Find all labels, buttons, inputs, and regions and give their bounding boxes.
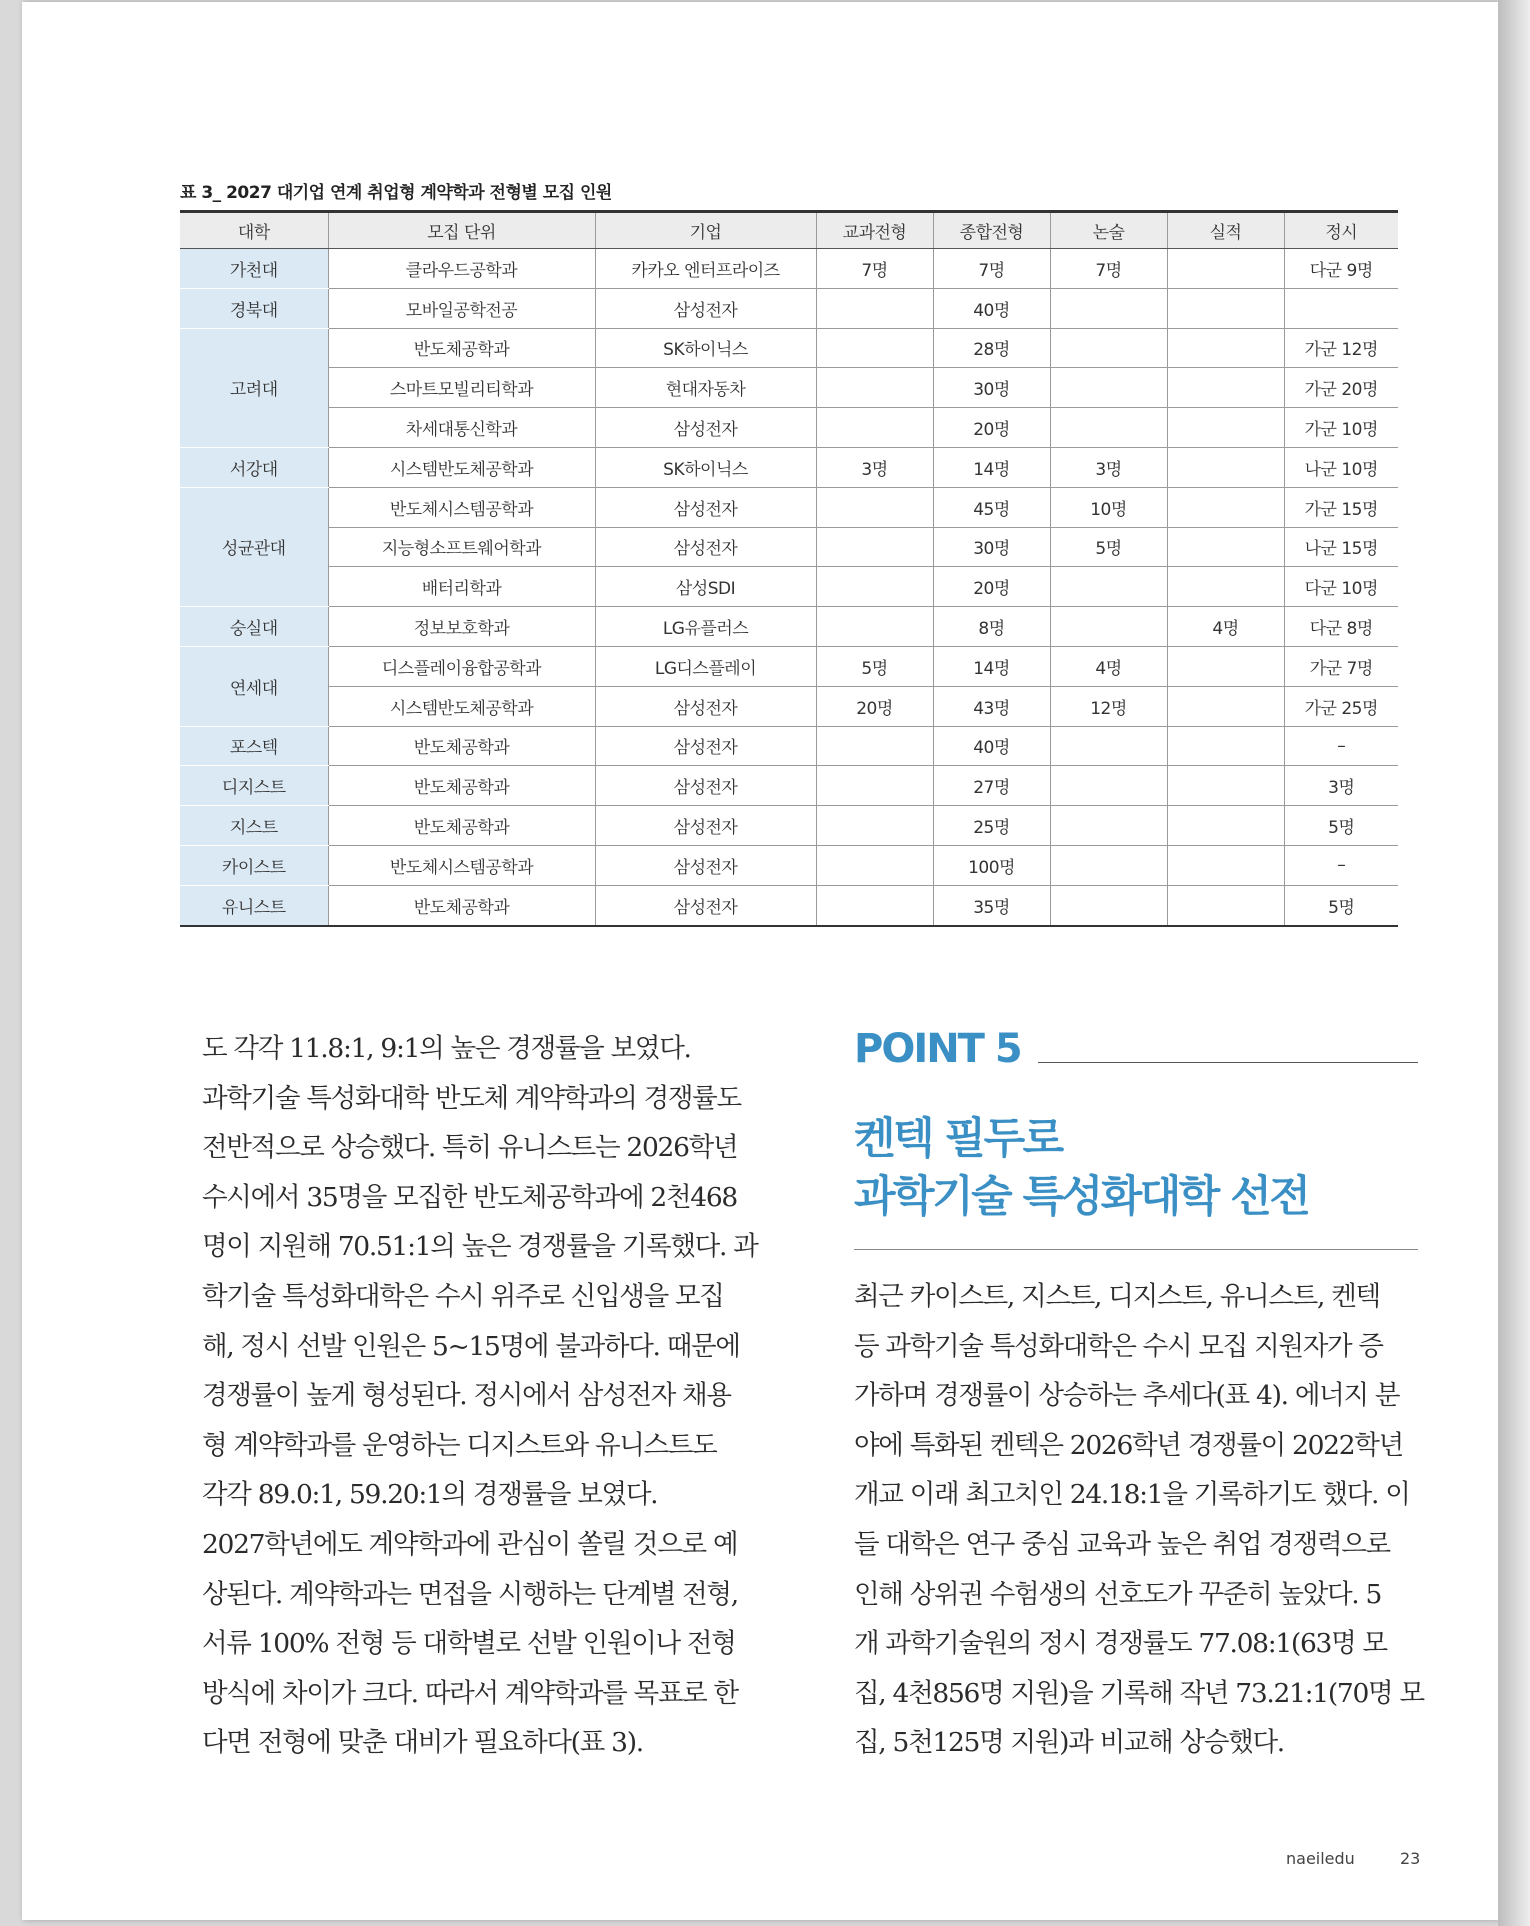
table-cell: 삼성전자: [595, 726, 816, 766]
text-line: 2027학년에도 계약학과에 관심이 쏠릴 것으로 예: [202, 1528, 738, 1560]
table-cell: 반도체공학과: [328, 726, 595, 766]
table-cell: 20명: [933, 567, 1050, 607]
table-row: [180, 766, 1398, 806]
table-cell: [1050, 607, 1167, 647]
table-cell: [1050, 567, 1167, 607]
table-cell: [816, 766, 933, 806]
table-cell: [1167, 845, 1284, 885]
university-cell: 유니스트: [180, 885, 328, 925]
section-heading: [854, 1110, 1308, 1226]
column-header: 모집 단위: [328, 212, 595, 249]
table-cell: 반도체공학과: [328, 766, 595, 806]
table-cell: 삼성전자: [595, 487, 816, 527]
text-line: 도 각각 11.8:1, 9:1의 높은 경쟁률을 보였다.: [202, 1033, 691, 1064]
table-row: [180, 607, 1398, 647]
table-row: [180, 487, 1398, 527]
table-cell: 다군 9명: [1284, 249, 1398, 289]
table-row: [180, 845, 1398, 885]
table-row: [180, 686, 1398, 726]
university-cell: 포스텍: [180, 726, 328, 766]
table-cell: 삼성전자: [595, 885, 816, 925]
table-cell: 5명: [1050, 527, 1167, 567]
text-line: 수시에서 35명을 모집한 반도체공학과에 2천468: [202, 1181, 737, 1213]
table-cell: 가군 15명: [1284, 487, 1398, 527]
column-header: 정시: [1284, 212, 1398, 249]
text-line: 과학기술 특성화대학 반도체 계약학과의 경쟁률도: [202, 1082, 741, 1114]
table-row: [180, 885, 1398, 925]
table-cell: 4명: [1050, 646, 1167, 686]
table-cell: –: [1284, 726, 1398, 766]
table-cell: 43명: [933, 686, 1050, 726]
table-cell: 반도체공학과: [328, 328, 595, 368]
table-row: [180, 408, 1398, 448]
table-cell: [1167, 646, 1284, 686]
table-row: [180, 447, 1398, 487]
text-line: 야에 특화된 켄텍은 2026학년 경쟁률이 2022학년: [854, 1429, 1403, 1461]
table-cell: [1167, 368, 1284, 408]
magazine-page: [22, 2, 1498, 1920]
table-cell: 35명: [933, 885, 1050, 925]
heading-line: 켄텍 필두로: [854, 1114, 1062, 1164]
table-cell: 반도체공학과: [328, 885, 595, 925]
university-cell: 디지스트: [180, 766, 328, 806]
table-cell: [1050, 766, 1167, 806]
university-cell: 연세대: [180, 646, 328, 726]
column-header: 실적: [1167, 212, 1284, 249]
table-cell: 5명: [1284, 885, 1398, 925]
table-cell: 시스템반도체공학과: [328, 447, 595, 487]
table-cell: [816, 328, 933, 368]
table-cell: [1050, 328, 1167, 368]
table-cell: 다군 10명: [1284, 567, 1398, 607]
table-cell: 20명: [933, 408, 1050, 448]
table-cell: 삼성전자: [595, 845, 816, 885]
table-row: [180, 567, 1398, 607]
right-column-text: [854, 1272, 1424, 1768]
column-header: 종합전형: [933, 212, 1050, 249]
table-cell: [816, 408, 933, 448]
point-divider: [1038, 1062, 1418, 1063]
table-cell: 정보보호학과: [328, 607, 595, 647]
table-cell: 나군 10명: [1284, 447, 1398, 487]
text-line: 개교 이래 최고치인 24.18:1을 기록하기도 했다. 이: [854, 1479, 1410, 1511]
text-line: 등 과학기술 특성화대학은 수시 모집 지원자가 증: [854, 1330, 1383, 1362]
page-number: 23: [1400, 1849, 1421, 1868]
table-cell: 25명: [933, 806, 1050, 846]
table-cell: [1167, 447, 1284, 487]
table-row: [180, 328, 1398, 368]
table-cell: [1167, 249, 1284, 289]
table-cell: 삼성전자: [595, 408, 816, 448]
table-cell: [1050, 288, 1167, 328]
table-cell: 차세대통신학과: [328, 408, 595, 448]
table-header-row: [180, 212, 1398, 249]
table-cell: 삼성전자: [595, 686, 816, 726]
table-cell: [1167, 806, 1284, 846]
table-cell: 14명: [933, 447, 1050, 487]
university-cell: 카이스트: [180, 845, 328, 885]
text-line: 방식에 차이가 크다. 따라서 계약학과를 목표로 한: [202, 1677, 738, 1709]
text-line: 전반적으로 상승했다. 특히 유니스트는 2026학년: [202, 1132, 738, 1164]
text-line: 각각 89.0:1, 59.20:1의 경쟁률을 보였다.: [202, 1479, 658, 1511]
table-cell: 4명: [1167, 607, 1284, 647]
table-cell: [1050, 408, 1167, 448]
table-cell: 반도체공학과: [328, 806, 595, 846]
table-cell: [816, 487, 933, 527]
column-header: 기업: [595, 212, 816, 249]
table-cell: [816, 845, 933, 885]
table-cell: [1050, 885, 1167, 925]
table-cell: 삼성전자: [595, 527, 816, 567]
table-cell: 27명: [933, 766, 1050, 806]
table-cell: [816, 368, 933, 408]
table-cell: 7명: [933, 249, 1050, 289]
table-cell: 12명: [1050, 686, 1167, 726]
table-cell: 가군 20명: [1284, 368, 1398, 408]
text-line: 가하며 경쟁률이 상승하는 추세다(표 4). 에너지 분: [854, 1380, 1400, 1412]
table-cell: 삼성SDI: [595, 567, 816, 607]
text-line: 서류 100% 전형 등 대학별로 선발 인원이나 전형: [202, 1628, 736, 1660]
university-cell: 가천대: [180, 249, 328, 289]
table-row: [180, 368, 1398, 408]
table-cell: [1050, 368, 1167, 408]
column-header: 논술: [1050, 212, 1167, 249]
text-line: 집, 4천856명 지원)을 기록해 작년 73.21:1(70명 모: [854, 1677, 1424, 1709]
table-cell: [816, 806, 933, 846]
table-cell: 30명: [933, 527, 1050, 567]
table-cell: 현대자동차: [595, 368, 816, 408]
table-row: [180, 806, 1398, 846]
table-cell: [1167, 766, 1284, 806]
left-column-text: [202, 1024, 767, 1768]
table-cell: SK하이닉스: [595, 447, 816, 487]
table-cell: 삼성전자: [595, 766, 816, 806]
table-cell: 클라우드공학과: [328, 249, 595, 289]
table-cell: 5명: [1284, 806, 1398, 846]
table-cell: LG유플러스: [595, 607, 816, 647]
table-cell: 시스템반도체공학과: [328, 686, 595, 726]
table-cell: SK하이닉스: [595, 328, 816, 368]
university-cell: 지스트: [180, 806, 328, 846]
table-cell: [1167, 328, 1284, 368]
text-line: 인해 상위권 수험생의 선호도가 꾸준히 높았다. 5: [854, 1578, 1382, 1610]
table-cell: 40명: [933, 726, 1050, 766]
table-cell: 3명: [1284, 766, 1398, 806]
table-cell: 모바일공학전공: [328, 288, 595, 328]
text-line: 명이 지원해 70.51:1의 높은 경쟁률을 기록했다. 과: [202, 1231, 758, 1263]
table-cell: 가군 25명: [1284, 686, 1398, 726]
table-cell: 28명: [933, 328, 1050, 368]
footer-site-name: naeiledu: [1286, 1849, 1355, 1868]
text-line: 개 과학기술원의 정시 경쟁률도 77.08:1(63명 모: [854, 1628, 1387, 1660]
table-cell: [1050, 845, 1167, 885]
table-cell: 스마트모빌리티학과: [328, 368, 595, 408]
table-cell: 반도체시스템공학과: [328, 845, 595, 885]
table-cell: 20명: [816, 686, 933, 726]
table-cell: 가군 12명: [1284, 328, 1398, 368]
table-row: [180, 646, 1398, 686]
table-cell: 40명: [933, 288, 1050, 328]
table-row: [180, 726, 1398, 766]
university-cell: 서강대: [180, 447, 328, 487]
table-cell: 7명: [1050, 249, 1167, 289]
table-cell: [816, 726, 933, 766]
university-cell: 고려대: [180, 328, 328, 447]
table-row: [180, 249, 1398, 289]
table-row: [180, 288, 1398, 328]
table-cell: 7명: [816, 249, 933, 289]
table-cell: 디스플레이융합공학과: [328, 646, 595, 686]
table-cell: LG디스플레이: [595, 646, 816, 686]
page-edge-shadow: [1498, 0, 1530, 1926]
table-cell: 가군 7명: [1284, 646, 1398, 686]
table-cell: [1050, 806, 1167, 846]
table-cell: 삼성전자: [595, 806, 816, 846]
table-cell: 다군 8명: [1284, 607, 1398, 647]
table-cell: 반도체시스템공학과: [328, 487, 595, 527]
text-line: 최근 카이스트, 지스트, 디지스트, 유니스트, 켄텍: [854, 1281, 1380, 1312]
university-cell: 경북대: [180, 288, 328, 328]
table-cell: 3명: [1050, 447, 1167, 487]
table-cell: [1167, 686, 1284, 726]
table-cell: 8명: [933, 607, 1050, 647]
column-header: 대학: [180, 212, 328, 249]
table-title: 표 3_ 2027 대기업 연계 취업형 계약학과 전형별 모집 인원: [180, 183, 612, 203]
table-cell: 3명: [816, 447, 933, 487]
table-cell: 카카오 엔터프라이즈: [595, 249, 816, 289]
text-line: 학기술 특성화대학은 수시 위주로 신입생을 모집: [202, 1280, 724, 1312]
point-label: POINT 5: [854, 1026, 1021, 1072]
table-cell: [816, 885, 933, 925]
table-cell: 삼성전자: [595, 288, 816, 328]
university-cell: 숭실대: [180, 607, 328, 647]
table-cell: [1050, 726, 1167, 766]
text-line: 상된다. 계약학과는 면접을 시행하는 단계별 전형,: [202, 1578, 738, 1610]
table-cell: [816, 288, 933, 328]
table-cell: 지능형소프트웨어학과: [328, 527, 595, 567]
text-line: 경쟁률이 높게 형성된다. 정시에서 삼성전자 채용: [202, 1380, 731, 1412]
table-cell: [1167, 487, 1284, 527]
text-line: 들 대학은 연구 중심 교육과 높은 취업 경쟁력으로: [854, 1528, 1390, 1560]
table-cell: 배터리학과: [328, 567, 595, 607]
table-cell: 45명: [933, 487, 1050, 527]
text-line: 해, 정시 선발 인원은 5~15명에 불과하다. 때문에: [202, 1330, 740, 1362]
table-cell: 14명: [933, 646, 1050, 686]
table-body: [180, 249, 1398, 926]
table-cell: 가군 10명: [1284, 408, 1398, 448]
table-cell: [1167, 288, 1284, 328]
table-cell: [1167, 527, 1284, 567]
table-cell: 10명: [1050, 487, 1167, 527]
table-cell: 100명: [933, 845, 1050, 885]
table-cell: –: [1284, 845, 1398, 885]
column-header: 교과전형: [816, 212, 933, 249]
table-cell: [1167, 726, 1284, 766]
table-cell: [816, 567, 933, 607]
university-cell: 성균관대: [180, 487, 328, 606]
table-cell: [1167, 885, 1284, 925]
table-cell: 30명: [933, 368, 1050, 408]
table-cell: [1167, 408, 1284, 448]
text-line: 집, 5천125명 지원)과 비교해 상승했다.: [854, 1727, 1284, 1759]
table-cell: [1167, 567, 1284, 607]
table-cell: [816, 607, 933, 647]
text-line: 형 계약학과를 운영하는 디지스트와 유니스트도: [202, 1429, 717, 1461]
text-line: 다면 전형에 맞춘 대비가 필요하다(표 3).: [202, 1727, 643, 1759]
table-cell: 나군 15명: [1284, 527, 1398, 567]
table-cell: 5명: [816, 646, 933, 686]
recruitment-table: [180, 210, 1398, 927]
table-cell: [1284, 288, 1398, 328]
table-cell: [816, 527, 933, 567]
table-row: [180, 527, 1398, 567]
heading-divider: [854, 1249, 1418, 1250]
heading-line: 과학기술 특성화대학 선전: [854, 1172, 1309, 1222]
